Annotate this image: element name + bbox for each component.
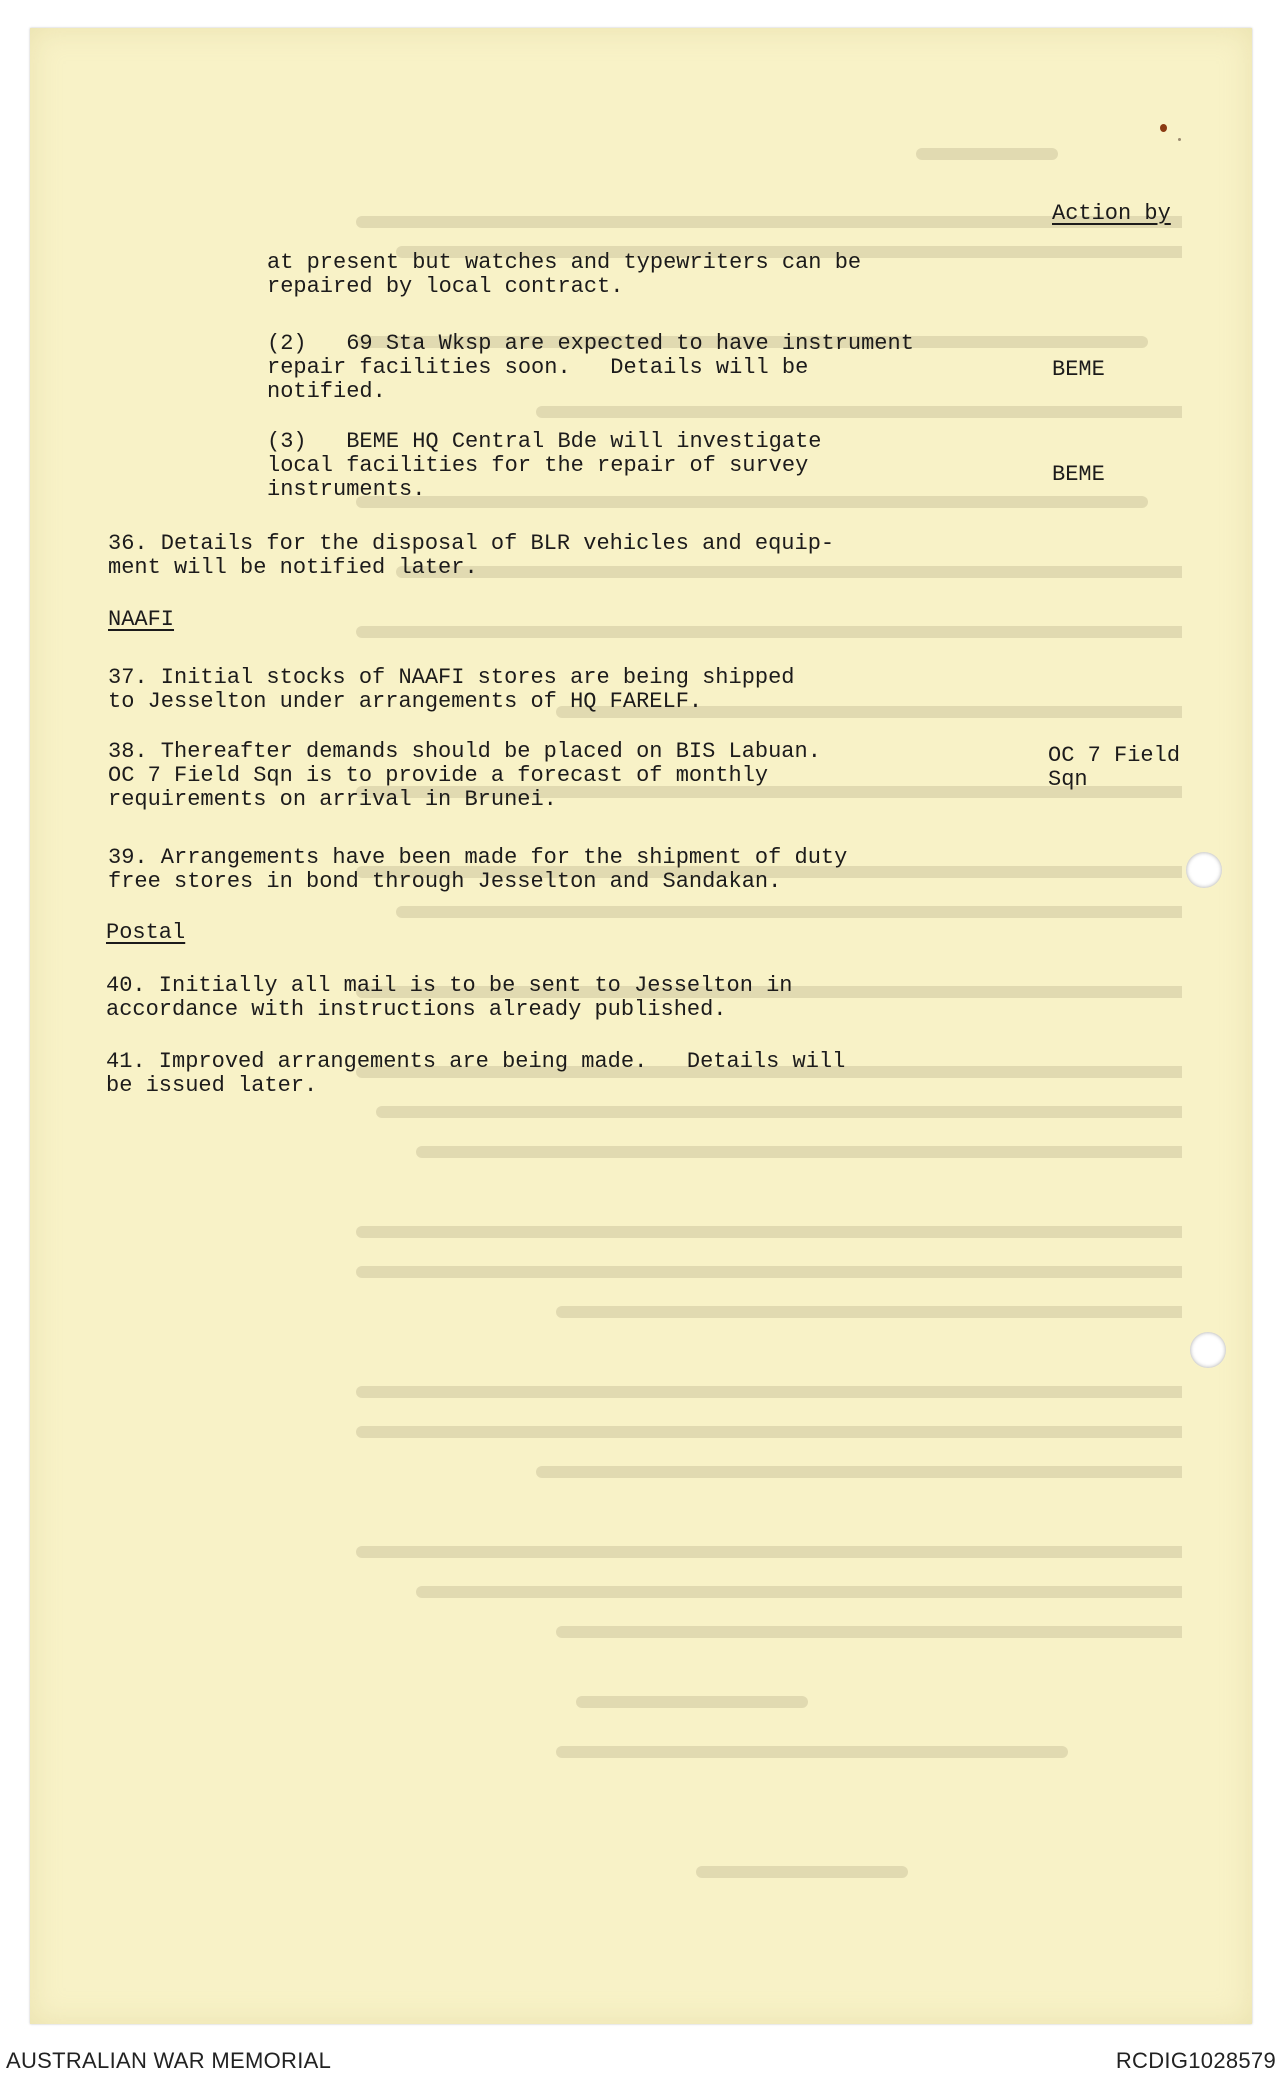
para-41: 41. Improved arrangements are being made. Details will be issued later. — [106, 1049, 846, 1098]
action-by-heading: Action by — [1052, 201, 1171, 226]
action-38: OC 7 Field Sqn — [1048, 743, 1181, 792]
para-36: 36. Details for the disposal of BLR vehicles and equip- ment will be notified later. — [108, 531, 835, 580]
para-40: 40. Initially all mail is to be sent to Jesselton in accordance with instructions already published. — [106, 973, 793, 1022]
footer-archive-name: AUSTRALIAN WAR MEMORIAL — [6, 2048, 332, 2073]
action-35-item-2: BEME — [1052, 357, 1105, 382]
punch-hole-bottom — [1190, 1332, 1226, 1368]
heading-postal: Postal — [106, 920, 186, 945]
document-page — [30, 28, 1252, 2024]
footer-record-id: RCDIG1028579 — [1115, 2048, 1276, 2073]
para-39: 39. Arrangements have been made for the shipment of duty free stores in bond through Jesselton and Sandakan. — [108, 845, 848, 894]
heading-naafi: NAAFI — [108, 607, 175, 632]
para-38: 38. Thereafter demands should be placed on BIS Labuan. OC 7 Field Sqn is to provide a forecast of monthly requirements on arrival in Brunei. — [108, 739, 821, 812]
para-35-continuation: at present but watches and typewriters can be repaired by local contract. — [267, 250, 862, 299]
punch-hole-top — [1186, 852, 1222, 888]
para-35-item-2: (2) 69 Sta Wksp are expected to have instrument repair facilities soon. Details will be notified. — [267, 331, 914, 404]
para-37: 37. Initial stocks of NAAFI stores are being shipped to Jesselton under arrangements of HQ FARELF. — [108, 665, 795, 714]
ink-spot-small — [1178, 138, 1181, 141]
action-35-item-3: BEME — [1052, 462, 1105, 487]
para-35-item-3: (3) BEME HQ Central Bde will investigate local facilities for the repair of survey instruments. — [267, 429, 822, 502]
ink-spot — [1160, 124, 1167, 132]
